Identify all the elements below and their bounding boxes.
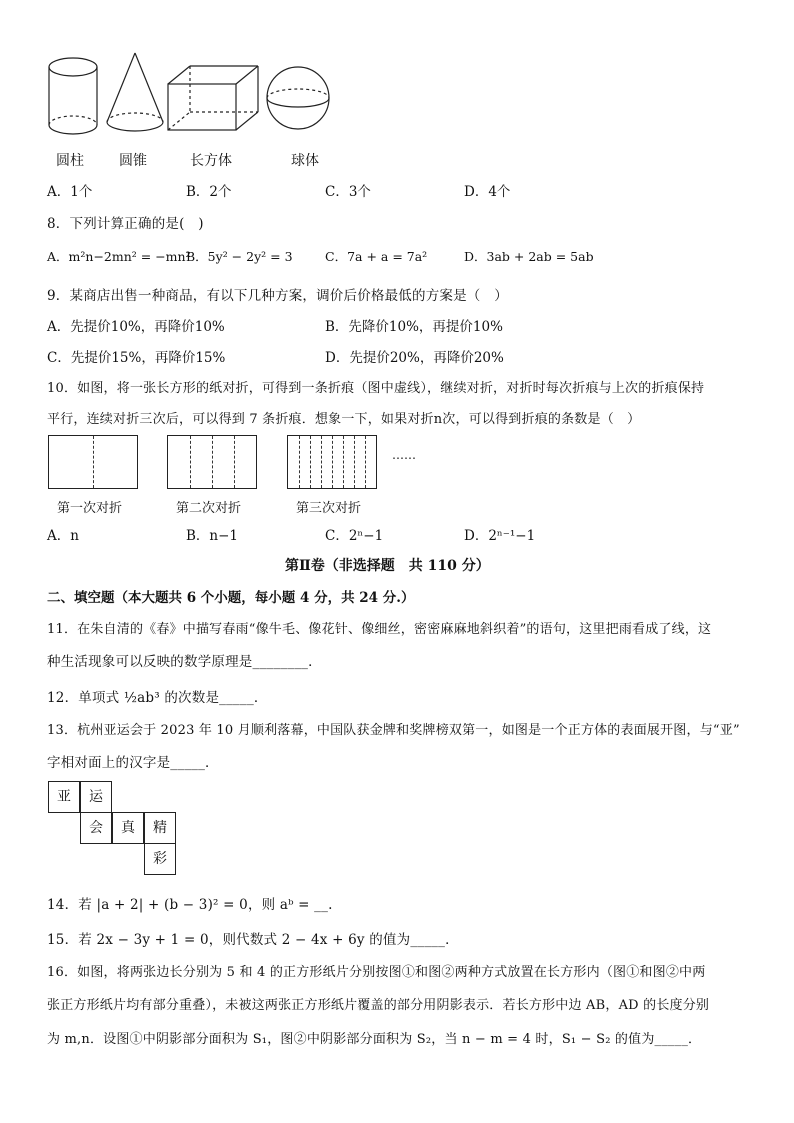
q14-text: 14．若 |a + 2| + (b − 3)² = 0，则 aᵇ = __.: [47, 897, 333, 913]
q7-option-d[interactable]: D．4个: [464, 184, 511, 200]
q15-text: 15．若 2x − 3y + 1 = 0，则代数式 2 − 4x + 6y 的值为_____．: [47, 932, 459, 948]
q9-stem: 9．某商店出售一种商品，有以下几种方案，调价后价格最低的方案是（ ）: [47, 288, 508, 304]
q12-text: 12．单项式 ½ab³ 的次数是_____．: [47, 690, 268, 706]
q9-option-c[interactable]: C．先提价15%，再降价15%: [47, 350, 226, 366]
fill-blank-section-heading: 二、填空题（本大题共 6 个小题，每小题 4 分，共 24 分.）: [47, 590, 415, 606]
q16-line3: 为 m,n．设图①中阴影部分面积为 S₁，图②中阴影部分面积为 S₂，当 n − m = 4 时，S₁ − S₂ 的值为_____．: [47, 1032, 702, 1047]
q9-option-b[interactable]: B．先降价10%，再提价10%: [325, 319, 503, 335]
net-cell-jing: 精: [144, 812, 176, 844]
q11-line2: 种生活现象可以反映的数学原理是________．: [47, 654, 322, 670]
q10-stem-line2: 平行，连续对折三次后，可以得到 7 条折痕．想象一下，如果对折n次，可以得到折痕的条数是（ ）: [47, 412, 641, 427]
q10-option-c[interactable]: C．2ⁿ−1: [325, 528, 384, 544]
cuboid-shape: [168, 66, 258, 130]
shape-label-cuboid: 长方体: [190, 153, 232, 169]
q13-line1: 13．杭州亚运会于 2023 年 10 月顺利落幕，中国队获金牌和奖牌榜双第一，如图是一个正方体的表面展开图，与“亚”: [47, 723, 740, 738]
fold-figure-3: [287, 435, 377, 489]
net-cell-cai: 彩: [144, 843, 176, 875]
q8-stem: 8．下列计算正确的是( ): [47, 216, 204, 232]
fold-figure-2: [167, 435, 257, 489]
sphere-shape: [267, 67, 329, 129]
q10-option-b[interactable]: B．n−1: [186, 528, 239, 544]
cone-shape: [107, 53, 163, 131]
fold-label-2: 第二次对折: [176, 501, 242, 516]
net-cell-yun: 运: [80, 781, 112, 813]
fold-label-1: 第一次对折: [57, 501, 123, 516]
q10-stem-line1: 10．如图，将一张长方形的纸对折，可得到一条折痕（图中虚线），继续对折，对折时每次折痕与上次的折痕保持: [47, 381, 705, 396]
q16-line2: 张正方形纸片均有部分重叠），未被这两张正方形纸片覆盖的部分用阴影表示．若长方形中边 AB，AD 的长度分别: [47, 998, 710, 1013]
q7-option-c[interactable]: C．3个: [325, 184, 371, 200]
solids-figure: [40, 50, 340, 140]
shape-label-cylinder: 圆柱: [56, 153, 84, 169]
net-cell-hui: 会: [80, 812, 112, 844]
q9-option-d[interactable]: D．先提价20%，再降价20%: [325, 350, 504, 366]
fold-ellipsis: ……: [392, 448, 416, 462]
q16-line1: 16．如图，将两张边长分别为 5 和 4 的正方形纸片分别按图①和图②两种方式放置在长方形内（图①和图②中两: [47, 965, 706, 980]
q9-option-a[interactable]: A．先提价10%，再降价10%: [47, 319, 225, 335]
cylinder-shape: [49, 58, 97, 134]
net-cell-zhen: 真: [112, 812, 144, 844]
q11-line1: 11．在朱自清的《春》中描写春雨“像牛毛、像花针、像细丝，密密麻麻地斜织着”的语句，这里把雨看成了线，这: [47, 622, 712, 637]
q8-option-d[interactable]: D．3ab + 2ab = 5ab: [464, 249, 594, 264]
q8-option-c[interactable]: C．7a + a = 7a²: [325, 249, 428, 264]
q8-option-a[interactable]: A．m²n−2mn² = −mn²: [47, 249, 191, 264]
q10-option-d[interactable]: D．2ⁿ⁻¹−1: [464, 528, 536, 544]
q7-option-a[interactable]: A．1个: [47, 184, 93, 200]
part2-title: 第Ⅱ卷（非选择题 共 110 分）: [285, 558, 490, 574]
shape-label-cone: 圆锥: [119, 153, 147, 169]
q7-option-b[interactable]: B．2个: [186, 184, 232, 200]
q8-option-b[interactable]: B．5y² − 2y² = 3: [186, 249, 293, 264]
fold-label-3: 第三次对折: [296, 501, 362, 516]
q13-line2: 字相对面上的汉字是_____．: [47, 755, 219, 771]
shape-label-sphere: 球体: [291, 153, 319, 169]
net-cell-ya: 亚: [48, 781, 80, 813]
q10-option-a[interactable]: A．n: [47, 528, 79, 544]
fold-figure-1: [48, 435, 138, 489]
